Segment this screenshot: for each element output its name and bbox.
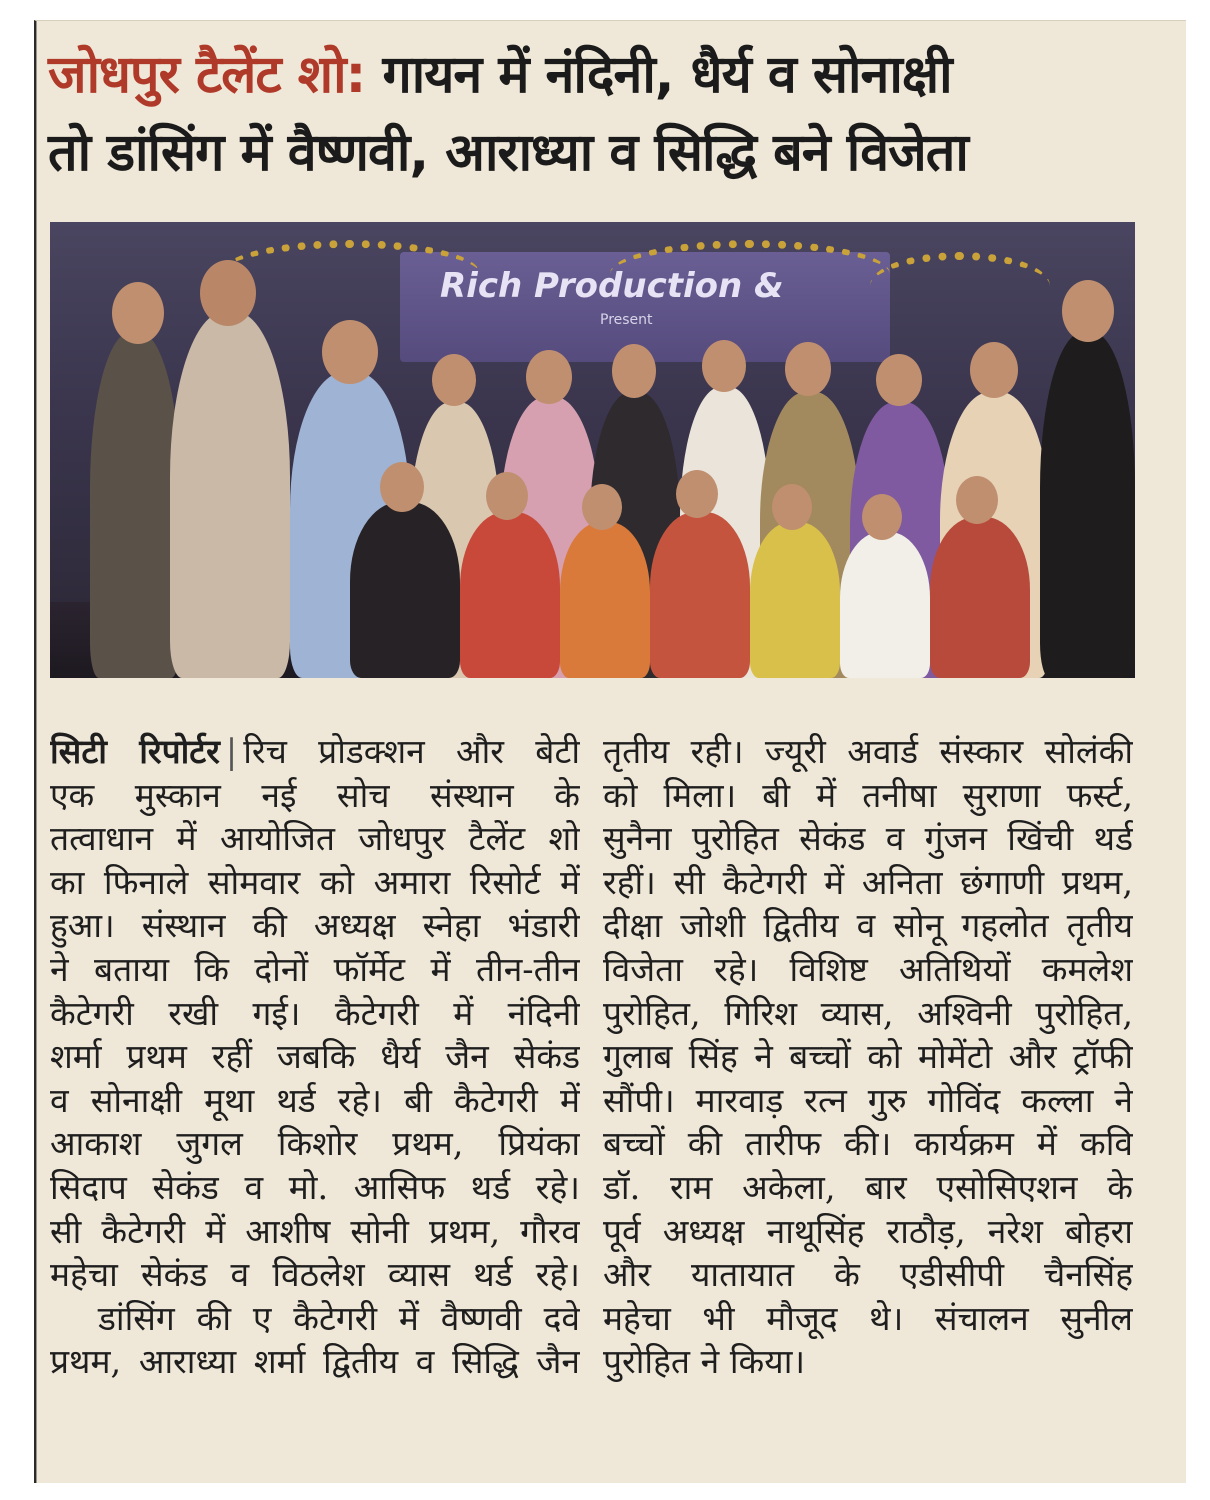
article-line: रहीं। सी कैटेगरी में अनिता छंगाणी प्रथम,	[603, 862, 1133, 902]
article-line: बच्चों की तारीफ की। कार्यक्रम में कवि	[603, 1124, 1133, 1164]
headline-line-1	[48, 36, 1138, 114]
article-line: विजेता रहे। विशिष्ट अतिथियों कमलेश	[603, 949, 1133, 989]
person-figure	[560, 522, 650, 678]
article-line: का फिनाले सोमवार को अमारा रिसोर्ट में	[50, 862, 580, 902]
article-line: प्रथम, आराध्या शर्मा द्वितीय व सिद्धि जैन	[50, 1342, 580, 1382]
banner-subtext: Present	[600, 312, 653, 328]
person-head	[772, 484, 812, 530]
garland-decoration	[870, 252, 1050, 320]
article-line: सिदाप सेकंड व मो. आसिफ थर्ड रहे।	[50, 1167, 580, 1207]
person-head	[702, 340, 746, 392]
person-figure	[90, 332, 180, 678]
person-head	[1062, 280, 1114, 342]
byline: सिटी रिपोर्टर	[50, 732, 220, 771]
article-line: हुआ। संस्थान की अध्यक्ष स्नेहा भंडारी	[50, 906, 580, 946]
article-text: रिच प्रोडक्शन और बेटी	[243, 732, 580, 771]
article-column-left	[50, 730, 580, 1384]
article-line: कैटेगरी रखी गई। कैटेगरी में नंदिनी	[50, 993, 580, 1033]
garland-decoration	[610, 240, 890, 308]
article-line: पुरोहित, गिरिश व्यास, अश्विनी पुरोहित,	[603, 993, 1133, 1033]
article-line: डांसिंग की ए कैटेगरी में वैष्णवी दवे	[98, 1298, 580, 1338]
headline-kicker: जोधपुर टैलेंट शो:	[48, 45, 366, 105]
person-figure	[170, 312, 290, 678]
article-line: डॉ. राम अकेला, बार एसोसिएशन के	[603, 1167, 1133, 1207]
fold-line	[36, 21, 37, 1483]
article-line	[50, 730, 580, 774]
garland-decoration	[220, 240, 480, 308]
headline-line-1-rest: गायन में नंदिनी, धैर्य व सोनाक्षी	[365, 45, 952, 105]
byline-separator: |	[225, 732, 238, 771]
person-figure	[460, 512, 560, 678]
person-head	[785, 342, 831, 396]
article-line: सी कैटेगरी में आशीष सोनी प्रथम, गौरव	[50, 1211, 580, 1251]
article-line: महेचा सेकंड व विठलेश व्यास थर्ड रहे।	[50, 1255, 580, 1295]
person-head	[970, 342, 1018, 398]
person-head	[582, 484, 622, 530]
person-head	[200, 260, 256, 326]
article-line: पूर्व अध्यक्ष नाथूसिंह राठौड़, नरेश बोहरा	[603, 1211, 1133, 1251]
article-line: आकाश जुगल किशोर प्रथम, प्रियंका	[50, 1124, 580, 1164]
article-line: व सोनाक्षी मूथा थर्ड रहे। बी कैटेगरी में	[50, 1080, 580, 1120]
person-head	[432, 354, 476, 406]
article-line: पुरोहित ने किया।	[603, 1342, 806, 1382]
person-head	[526, 350, 572, 404]
person-head	[956, 476, 998, 524]
person-head	[380, 462, 424, 512]
article-line: गुलाब सिंह ने बच्चों को मोमेंटो और ट्रॉफी	[603, 1037, 1133, 1077]
headline-line-2: तो डांसिंग में वैष्णवी, आराध्या व सिद्धि बने विजेता	[48, 123, 968, 183]
article-line: को मिला। बी में तनीषा सुराणा फर्स्ट,	[603, 775, 1133, 815]
person-head	[612, 344, 656, 398]
article-line: सुनैना पुरोहित सेकंड व गुंजन खिंची थर्ड	[603, 819, 1133, 859]
person-figure	[650, 512, 750, 678]
person-figure	[350, 502, 460, 678]
article-line: महेचा भी मौजूद थे। संचालन सुनील	[603, 1298, 1133, 1338]
article-line: सौंपी। मारवाड़ रत्न गुरु गोविंद कल्ला ने	[603, 1080, 1133, 1120]
person-figure	[840, 532, 930, 678]
person-head	[862, 494, 902, 540]
article-line: तृतीय रही। ज्यूरी अवार्ड संस्कार सोलंकी	[603, 732, 1133, 771]
person-head	[112, 282, 164, 344]
person-figure	[1040, 332, 1135, 678]
article-line: शर्मा प्रथम रहीं जबकि धैर्य जैन सेकंड	[50, 1037, 580, 1077]
article-line: ने बताया कि दोनों फॉर्मेट में तीन-तीन	[50, 949, 580, 989]
person-head	[322, 320, 378, 384]
person-head	[876, 354, 922, 406]
article-column-right	[603, 730, 1133, 1384]
event-photo	[50, 222, 1135, 678]
person-head	[486, 472, 528, 520]
article-line: और यातायात के एडीसीपी चैनसिंह	[603, 1255, 1133, 1295]
person-head	[676, 470, 718, 518]
article-line: तत्वाधान में आयोजित जोधपुर टैलेंट शो	[50, 819, 580, 859]
person-figure	[750, 522, 840, 678]
article-line: एक मुस्कान नई सोच संस्थान के	[50, 775, 580, 815]
headline	[48, 36, 1138, 192]
banner-text: Rich Production &	[440, 266, 784, 306]
article-line: दीक्षा जोशी द्वितीय व सोनू गहलोत तृतीय	[603, 906, 1133, 946]
person-figure	[930, 517, 1030, 678]
